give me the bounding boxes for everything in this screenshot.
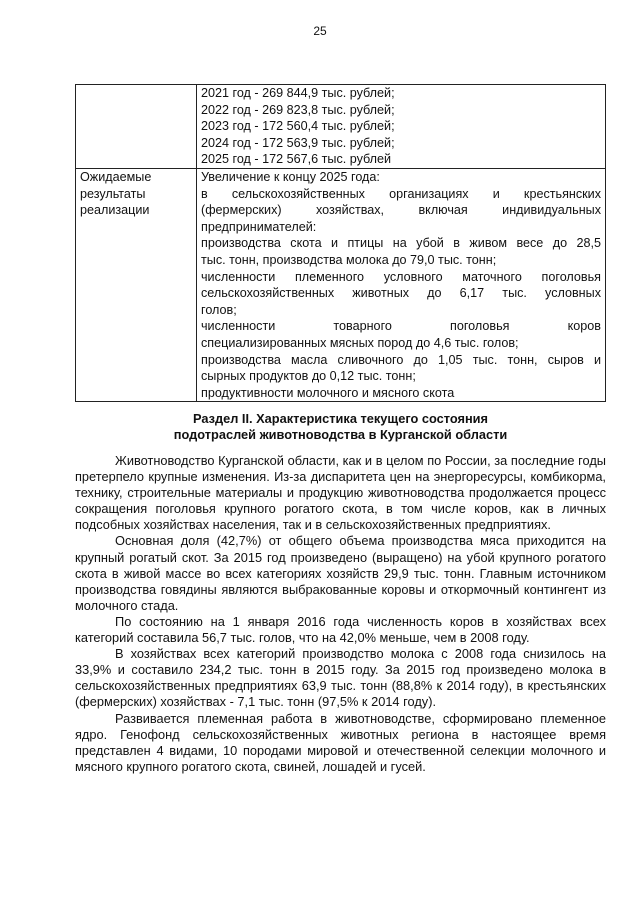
label-line: реализации [80,203,150,218]
result-line: (фермерских) хозяйствах, включая индивидуальных [201,203,601,218]
program-passport-table [75,84,606,402]
funding-line: 2024 год - 172 563,9 тыс. рублей; [201,135,395,150]
label-line: результаты [80,186,146,201]
paragraph: Животноводство Курганской области, как и в целом по России, за последние годы претерпело крупные изменения. Из-за диспаритета цен на энергоресурсы, комбикорма, технику, строительные материалы и продукцию животноводства продолжается процесс сокращения поголовья крупного рогатого скота, в том числе коров, как в личных подсобных хозяйствах населения, так и в сельскохозяйственных предприятиях. [75,453,606,533]
paragraph: По состоянию на 1 января 2016 года численность коров в хозяйствах всех категорий составила 56,7 тыс. голов, что на 42,0% меньше, чем в 2008 году. [75,613,606,646]
table-row [76,85,606,169]
result-line: специализированных мясных пород до 4,6 тыс. голов; [201,335,519,350]
expected-results-label [76,168,197,401]
funding-line: 2025 год - 172 567,6 тыс. рублей [201,152,392,167]
table-row [76,168,606,401]
result-line: производства скота и птицы на убой в живом весе до 28,5 [201,236,601,251]
result-line: Увеличение к концу 2025 года: [201,169,380,184]
paragraph: В хозяйствах всех категорий производство молока с 2008 года снизилось на 33,9% и составило 234,2 тыс. тонн в 2015 году. За 2015 год произведено молока в сельскохозяйственных предприятиях 63,9 тыс. тонн (88,8% к 2014 году), в крестьянских (фермерских) хозяйствах - 7,1 тыс. тонн (97,5% к 2014 году). [75,646,606,710]
section-heading-line: подотраслей животноводства в Курганской области [173,427,508,442]
result-line: в сельскохозяйственных организациях и крестьянских [201,186,601,201]
page-number: 25 [313,24,327,38]
funding-by-year-cell [197,85,606,169]
section-heading-line: Раздел II. Характеристика текущего состояния [192,411,489,426]
expected-results-cell [197,168,606,401]
funding-line: 2021 год - 269 844,9 тыс. рублей; [201,86,395,100]
funding-line: 2022 год - 269 823,8 тыс. рублей; [201,102,395,117]
section-heading [75,411,606,443]
table-cell-label [76,85,197,169]
result-line: тыс. тонн, производства молока до 79,0 тыс. тонн; [201,252,497,267]
label-line: Ожидаемые [80,169,152,184]
result-line: производства масла сливочного до 1,05 тыс. тонн, сыров и [201,352,601,367]
paragraph: Основная доля (42,7%) от общего объема производства мяса приходится на крупный рогатый скот. За 2015 год произведено (выращено) на убой крупного рогатого скота в живой массе во всех категориях хозяйств 29,9 тыс. тонн. Главным источником производства говядины являются выбракованные коровы и откормочный контингент из молочного стада. [75,533,606,613]
paragraph: Развивается племенная работа в животноводстве, сформировано племенное ядро. Генофонд сельскохозяйственных животных региона в настоящее время представлен 4 видами, 10 породами мировой и отечественной селекции молочного и мясного крупного рогатого скота, свиней, лошадей и гусей. [75,710,606,774]
result-line: численности товарного поголовья коров [201,319,601,334]
result-line: численности племенного условного маточного поголовья [201,269,601,284]
result-line: голов; [201,302,237,317]
section-body [75,453,606,775]
result-line: предпринимателей: [201,219,317,234]
result-line: продуктивности молочного и мясного скота [201,385,455,400]
funding-line: 2023 год - 172 560,4 тыс. рублей; [201,119,395,134]
result-line: сырных продуктов до 0,12 тыс. тонн; [201,369,416,384]
result-line: сельскохозяйственных животных до 6,17 тыс. условных [201,286,601,301]
